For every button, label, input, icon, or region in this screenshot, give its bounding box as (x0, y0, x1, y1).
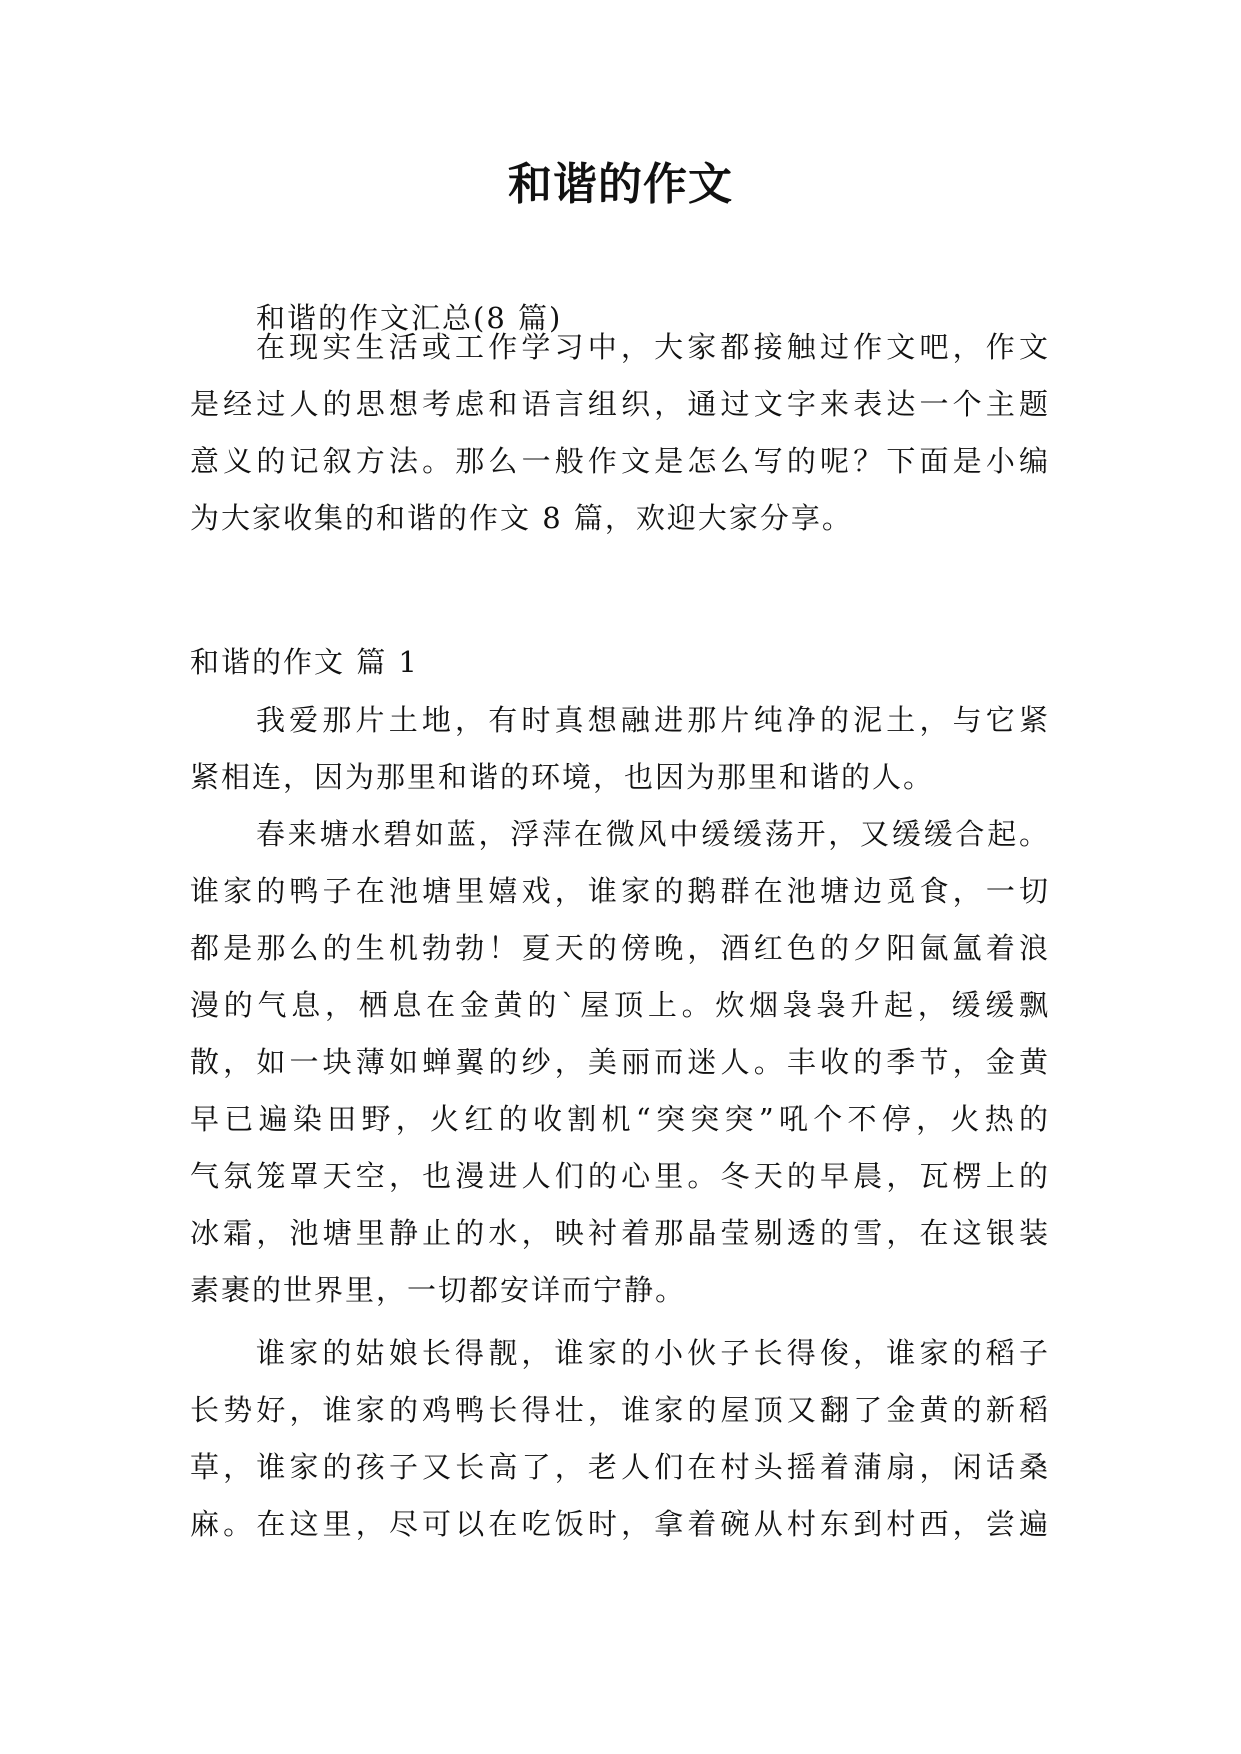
section-heading: 和谐的作文 篇 1 (190, 645, 419, 679)
text-line: 意义的记叙方法。那么一般作文是怎么写的呢？下面是小编 (190, 444, 1050, 478)
text-line: 是经过人的思想考虑和语言组织，通过文字来表达一个主题 (190, 387, 1050, 421)
text-line: 谁家的姑娘长得靓，谁家的小伙子长得俊，谁家的稻子 (256, 1336, 1050, 1370)
text-line: 我爱那片土地，有时真想融进那片纯净的泥土，与它紧 (256, 703, 1050, 737)
paragraph-1 (190, 692, 1050, 806)
text-line: 冰霜，池塘里静止的水，映衬着那晶莹剔透的雪，在这银装 (190, 1216, 1050, 1250)
text-line: 长势好，谁家的鸡鸭长得壮，谁家的屋顶又翻了金黄的新稻 (190, 1393, 1050, 1427)
intro-paragraph (190, 319, 1050, 547)
text-line: 紧相连，因为那里和谐的环境，也因为那里和谐的人。 (190, 760, 935, 794)
text-line: 在现实生活或工作学习中，大家都接触过作文吧，作文 (256, 330, 1050, 364)
document-subtitle: 和谐的作文汇总(8 篇) (256, 301, 563, 335)
text-line: 气氛笼罩天空，也漫进人们的心里。冬天的早晨，瓦楞上的 (190, 1159, 1050, 1193)
paragraph-2 (190, 806, 1050, 1319)
text-line: 散，如一块薄如蝉翼的纱，美丽而迷人。丰收的季节，金黄 (190, 1045, 1050, 1079)
text-line: 草，谁家的孩子又长高了，老人们在村头摇着蒲扇，闲话桑 (190, 1450, 1050, 1484)
paragraph-3 (190, 1325, 1050, 1553)
document-title: 和谐的作文 (508, 159, 733, 210)
text-line: 麻。在这里，尽可以在吃饭时，拿着碗从村东到村西，尝遍 (190, 1507, 1050, 1541)
text-line: 早已遍染田野，火红的收割机“突突突”吼个不停，火热的 (190, 1102, 1050, 1136)
text-line: 素裹的世界里，一切都安详而宁静。 (190, 1273, 687, 1307)
text-line: 为大家收集的和谐的作文 8 篇，欢迎大家分享。 (190, 501, 853, 535)
text-line: 都是那么的生机勃勃！夏天的傍晚，酒红色的夕阳氤氲着浪 (190, 931, 1050, 965)
text-line: 漫的气息，栖息在金黄的`屋顶上。炊烟袅袅升起，缓缓飘 (190, 988, 1050, 1022)
text-line: 谁家的鸭子在池塘里嬉戏，谁家的鹅群在池塘边觅食，一切 (190, 874, 1050, 908)
text-line: 春来塘水碧如蓝，浮萍在微风中缓缓荡开，又缓缓合起。 (256, 817, 1050, 851)
